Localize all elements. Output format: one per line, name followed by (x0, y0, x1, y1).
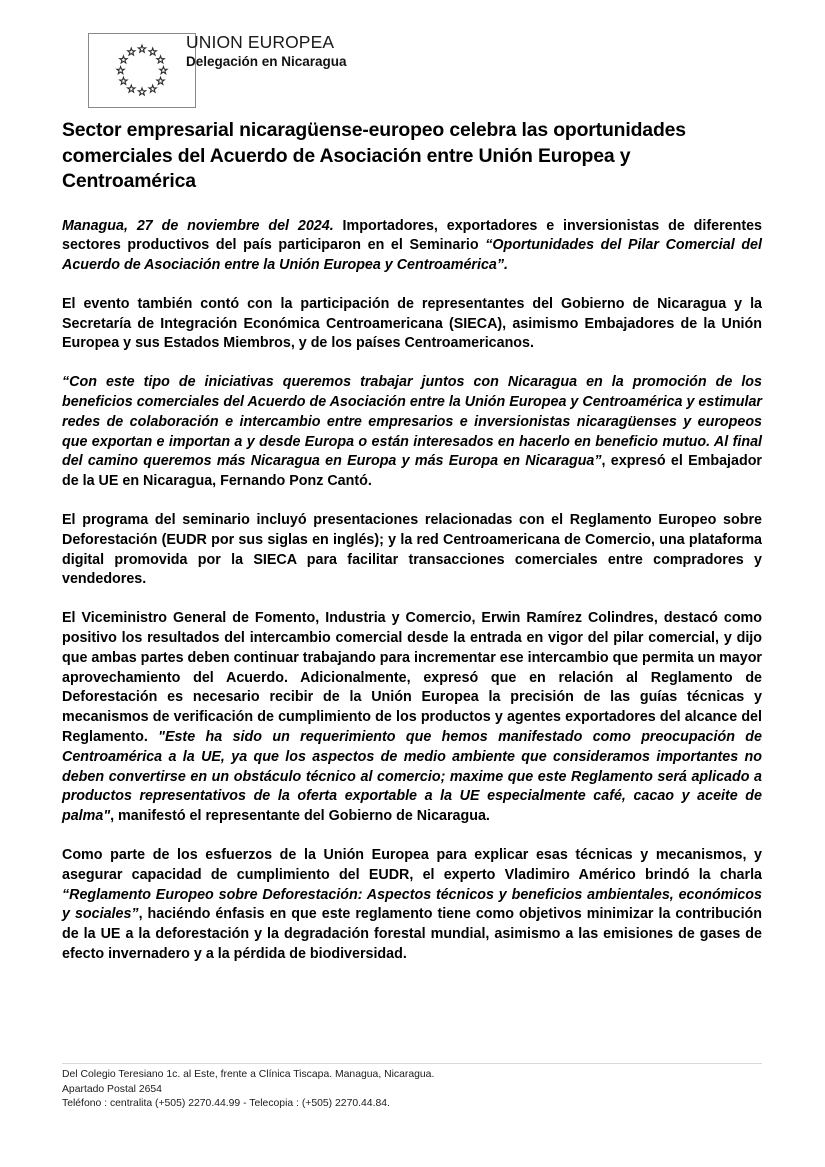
text-run: “Oportunidades del Pilar Comercial del Acuerdo de Asociación entre la Unión Europea y Centroamérica”. (62, 237, 762, 274)
footer-divider (62, 1063, 762, 1064)
footer-phone: Teléfono : centralita (+505) 2270.44.99 - Telecopia : (+505) 2270.44.84. (62, 1098, 390, 1110)
page-title: Sector empresarial nicaragüense-europeo celebra las oportunidades comerciales del Acuerdo de Asociación entre Unión Europea y Centroamérica (62, 119, 686, 192)
eu-flag-stars-icon (89, 34, 195, 107)
paragraph-expert-talk (62, 846, 762, 965)
text-run: El Viceministro General de Fomento, Industria y Comercio, Erwin Ramírez Colindres, destacó como positivo los resultados del intercambio comercial desde la entrada en vigor del pilar comercial, y dijo que ambas partes deben continuar trabajando para incrementar ese intercambio que permita un mayor aprovechamiento del Acuerdo. Adicionalmente, expresó que en relación al Reglamento de Deforestación es necesario recibir de la Unión Europea la precisión de las guías técnicas y mecanismos de verificación de cumplimiento de los productos y agentes exportadores del alcance del Reglamento. (62, 610, 762, 746)
paragraph-viceminister (62, 609, 762, 827)
footer-postal: Apartado Postal 2654 (62, 1083, 162, 1095)
paragraph-ambassador-quote (62, 373, 762, 492)
paragraph-dateline (62, 217, 762, 276)
footer-address: Del Colegio Teresiano 1c. al Este, frente a Clínica Tiscapa. Managua, Nicaragua. (62, 1069, 435, 1080)
paragraph-list (62, 217, 762, 965)
text-run: Managua, 27 de noviembre del 2024. (62, 217, 334, 234)
organization-block (186, 32, 606, 70)
paragraph-program (62, 511, 762, 590)
text-run: “Reglamento Europeo sobre Deforestación: Aspectos técnicos y beneficios ambientales, económicos y sociales” (62, 886, 762, 923)
text-run: , haciéndo énfasis en que este reglamento tiene como objetivos minimizar la contribución de la UE a la deforestación y la degradación forestal mundial, asimismo a las emisiones de gases de efecto invernadero y a la pérdida de biodiversidad. (62, 906, 763, 962)
text-run: , expresó el Embajador de la UE en Nicaragua, Fernando Ponz Cantó. (62, 453, 762, 490)
text-run: Importadores, exportadores e inversionistas de diferentes sectores productivos del país participaron en el Seminario (62, 217, 762, 254)
text-run: "Este ha sido un requerimiento que hemos manifestado como preocupación de Centroamérica a la UE, ya que los aspectos de medio ambiente que consideramos importantes no deben convertirse en un obstáculo técnico al comercio; maxime que este Reglamento será aplicado a productos representativos de la oferta exportable a la UE especialmente café, cacao y aceite de palma" (62, 729, 762, 825)
document-body (62, 118, 762, 965)
eu-flag-logo (88, 33, 196, 108)
text-run: “Con este tipo de iniciativas queremos trabajar juntos con Nicaragua en la promoción de los beneficios comerciales del Acuerdo de Asociación entre la Unión Europea y Centroamérica y estimular redes de colaboración e intercambio entre empresarios e inversionistas nicaragüenses y europeos que exportan e importan a y desde Europa o están interesados en hacerlo en beneficio mutuo. Al final del camino queremos más Nicaragua en Europa y más Europa en Nicaragua” (62, 374, 762, 470)
text-run: El programa del seminario incluyó presentaciones relacionadas con el Reglamento Europeo sobre Deforestación (EUDR por sus siglas en inglés); y la red Centroamericana de Comercio, una plataforma digital promovida por la SIECA para facilitar transacciones comerciales entre compradores y vendedores. (62, 512, 762, 588)
text-run: Como parte de los esfuerzos de la Unión Europea para explicar esas técnicas y mecanismos, y asegurar capacidad de cumplimiento del EUDR, el experto Vladimiro Américo brindó la charla (62, 847, 762, 883)
paragraph-participants (62, 295, 762, 354)
document-footer (62, 1068, 762, 1112)
text-run: El evento también contó con la participación de representantes del Gobierno de Nicaragua y la Secretaría de Integración Económica Centroamericana (SIECA), asimismo Embajadores de la Unión Europea y sus Estados Miembros, y de los países Centroamericanos. (62, 295, 762, 352)
text-run: , manifestó el representante del Gobierno de Nicaragua. (110, 808, 490, 825)
delegation-name: Delegación en Nicaragua (186, 54, 347, 69)
organization-name: UNION EUROPEA (186, 32, 335, 52)
letterhead (0, 14, 825, 106)
